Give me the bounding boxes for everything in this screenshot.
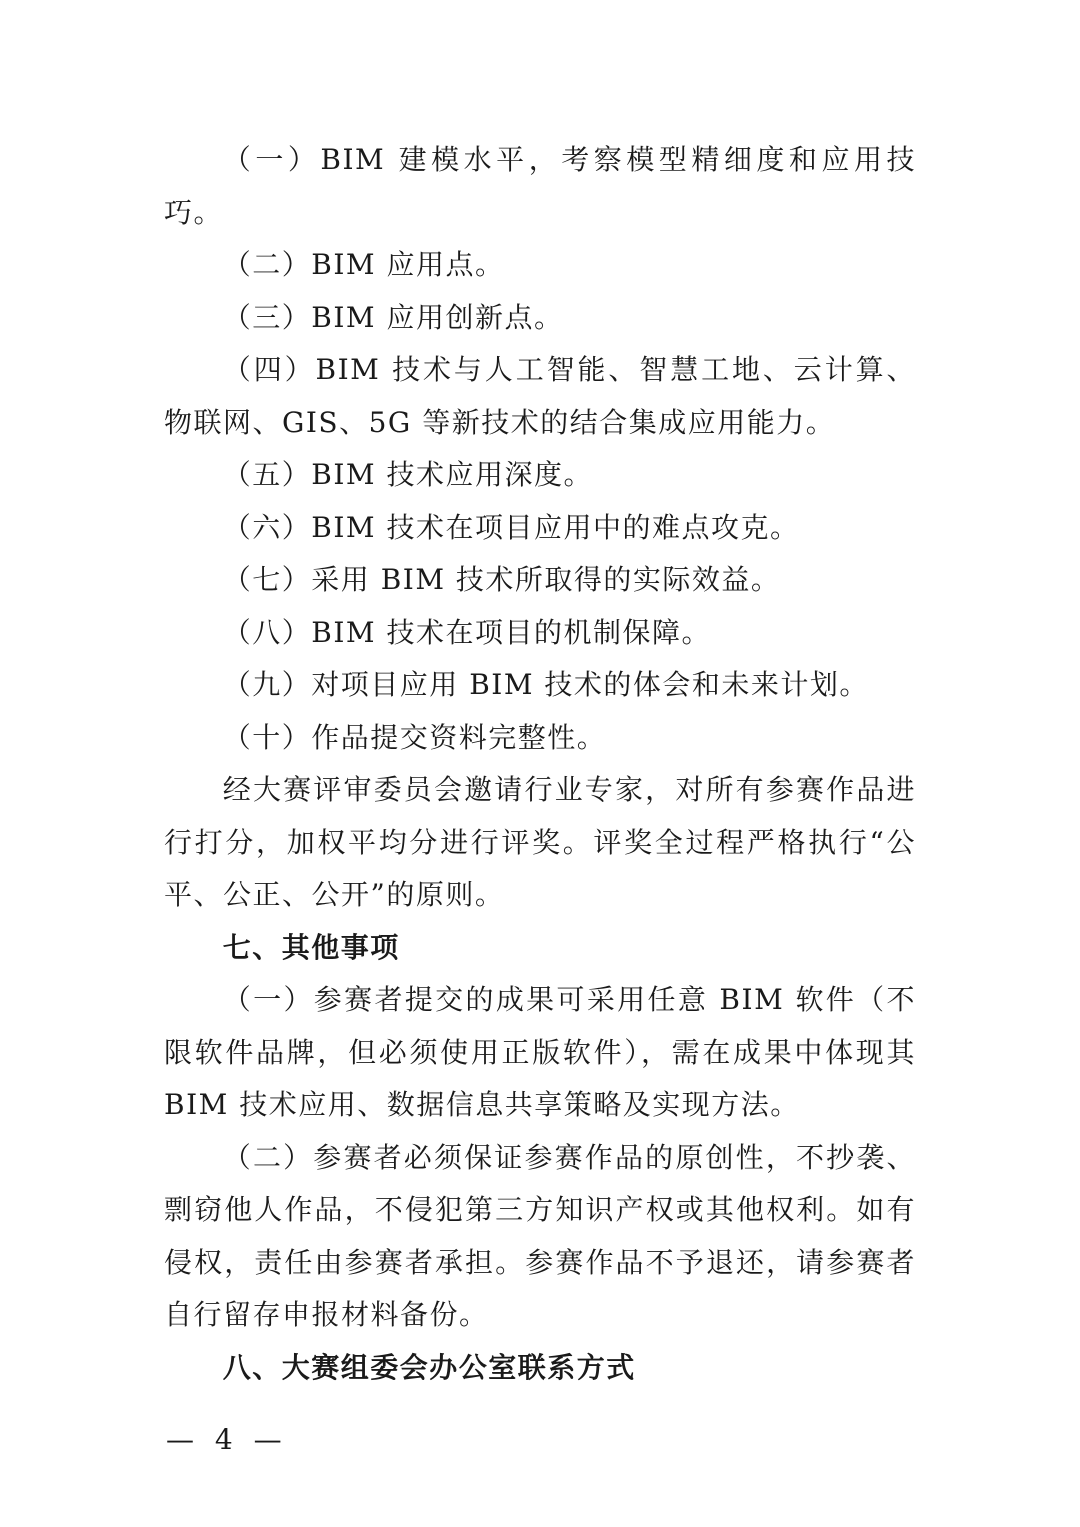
list-item-2: （二）BIM 应用点。 bbox=[222, 248, 505, 281]
section-7-item-1: （一）参赛者提交的成果可采用任意 BIM 软件（不限软件品牌，但必须使用正版软件），需在成果中体现其 BIM 技术应用、数据信息共享策略及实现方法。 bbox=[164, 983, 916, 1121]
list-item-5: （五）BIM 技术应用深度。 bbox=[222, 458, 594, 491]
page-number: — 4 — bbox=[166, 1423, 288, 1456]
list-item-8: （八）BIM 技术在项目的机制保障。 bbox=[222, 615, 712, 649]
list-item-6: （六）BIM 技术在项目应用中的难点攻克。 bbox=[222, 510, 800, 544]
document-body bbox=[164, 134, 916, 1394]
evaluation-paragraph: 经大赛评审委员会邀请行业专家，对所有参赛作品进行打分，加权平均分进行评奖。评奖全过程严格执行“公平、公正、公开”的原则。 bbox=[164, 773, 916, 911]
section-7-heading: 七、其他事项 bbox=[222, 930, 400, 964]
list-item-10: （十）作品提交资料完整性。 bbox=[222, 720, 607, 754]
list-item-1: （一）BIM 建模水平，考察模型精细度和应用技巧。 bbox=[164, 143, 916, 229]
list-item-4: （四）BIM 技术与人工智能、智慧工地、云计算、物联网、GIS、5G 等新技术的结合集成应用能力。 bbox=[164, 353, 916, 439]
list-item-7: （七）采用 BIM 技术所取得的实际效益。 bbox=[222, 563, 781, 596]
section-7-item-2: （二）参赛者必须保证参赛作品的原创性，不抄袭、剽窃他人作品，不侵犯第三方知识产权或其他权利。如有侵权，责任由参赛者承担。参赛作品不予退还，请参赛者自行留存申报材料备份。 bbox=[164, 1140, 916, 1331]
list-item-3: （三）BIM 应用创新点。 bbox=[222, 300, 564, 334]
list-item-9: （九）对项目应用 BIM 技术的体会和未来计划。 bbox=[222, 668, 869, 701]
section-8-heading: 八、大赛组委会办公室联系方式 bbox=[222, 1350, 636, 1384]
